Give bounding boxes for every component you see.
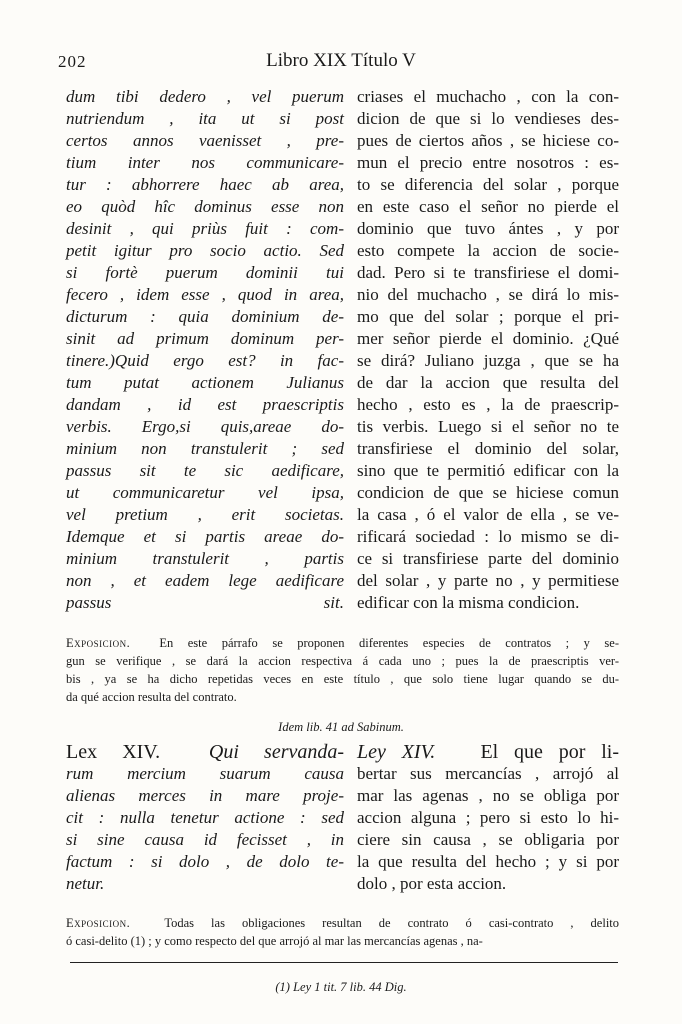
- spanish-line: mer señor pierde el dominio. ¿Qué: [357, 329, 619, 348]
- latin-line: passus sit.: [66, 593, 344, 612]
- exposicion-paragraph-1: [66, 634, 619, 706]
- latin-line: fecero , idem esse , quod in area,: [66, 285, 344, 304]
- latin-line: certos annos vaenisset , pre-: [66, 131, 344, 150]
- lex-line: alienas merces in mare proje-: [66, 786, 344, 805]
- exposicion-line: ó casi-delito (1) ; y como respecto del que arrojó al mar las mercancías agenas , na-: [66, 934, 483, 948]
- spanish-line: sino que te permitió edificar con la: [357, 461, 619, 480]
- spanish-line: to se diferencia del solar , porque: [357, 175, 619, 194]
- spanish-line: criases el muchacho , con la con-: [357, 87, 619, 106]
- spanish-line: hecho , esto es , la de praescrip-: [357, 395, 619, 414]
- spanish-line: del solar , y parte no , y permitiese: [357, 571, 619, 590]
- exposicion-label: Exposicion.: [66, 636, 131, 650]
- ley-xiv-spanish: [357, 741, 619, 895]
- latin-line: verbis. Ergo,si quis,areae do-: [66, 417, 344, 436]
- spanish-line: esto compete la accion de socie-: [357, 241, 619, 260]
- ley-line: dolo , por esta accion.: [357, 874, 507, 893]
- spanish-line: tis verbis. Luego si el señor no te: [357, 417, 619, 436]
- ley-line: bertar sus mercancías , arrojó al: [357, 764, 619, 783]
- lex-heading: Lex XIV.: [66, 741, 161, 763]
- source-citation: Idem lib. 41 ad Sabinum.: [278, 720, 404, 734]
- latin-line: non , et eadem lege aedificare: [66, 571, 344, 590]
- latin-line: si fortè puerum dominii tui: [66, 263, 344, 282]
- footnote-rule: [70, 962, 618, 963]
- ley-heading: Ley XIV.: [357, 741, 436, 763]
- latin-line: tur : abhorrere haec ab area,: [66, 175, 344, 194]
- exposicion-paragraph-2: [66, 914, 619, 950]
- latin-line: minium non transtulerit ; sed: [66, 439, 344, 458]
- exposicion-line: gun se verifique , se dará la accion respectiva á cada uno ; pues la de praescriptis ver-: [66, 654, 619, 668]
- latin-line: passus sit te sic aedificare,: [66, 461, 344, 480]
- spanish-line: en este caso el señor no pierde el: [357, 197, 619, 216]
- latin-line: dicturum : quia dominium de-: [66, 307, 344, 326]
- footnote: (1) Ley 1 tit. 7 lib. 44 Dig.: [275, 980, 407, 994]
- spanish-line: edificar con la misma condicion.: [357, 593, 580, 612]
- spanish-line: de dar la accion que resulta del: [357, 373, 619, 392]
- spanish-line: dominio que tuvo ántes , y por: [357, 219, 619, 238]
- ley-line: mar las agenas , no se obliga por: [357, 786, 619, 805]
- spanish-line: dicion de que si lo vendieses des-: [357, 109, 619, 128]
- latin-line: dum tibi dedero , vel puerum: [66, 87, 344, 106]
- latin-line: petit igitur pro socio actio. Sed: [66, 241, 344, 260]
- page-number: 202: [58, 52, 87, 71]
- latin-line: dandam , id est praescriptis: [66, 395, 344, 414]
- spanish-line: pues de ciertos años , se hiciese co-: [357, 131, 619, 150]
- running-head: Libro XIX Título V: [266, 50, 416, 71]
- lex-line: cit : nulla tenetur actione : sed: [66, 808, 344, 827]
- spanish-column: [357, 86, 619, 614]
- spanish-line: rificará sociedad : lo mismo se di-: [357, 527, 619, 546]
- ley-first-line: El que por li-: [480, 741, 619, 763]
- latin-line: desinit , qui priùs fuit : com-: [66, 219, 344, 238]
- spanish-line: dad. Pero si te transfiriese el domi-: [357, 263, 619, 282]
- lex-xiv-latin: [66, 741, 344, 895]
- exposicion-line: Todas las obligaciones resultan de contrato ó casi-contrato , delito: [164, 916, 620, 930]
- spanish-line: ce si transfiriese parte del dominio: [357, 549, 619, 568]
- spanish-line: la casa , ó el valor de ella , se ve-: [357, 505, 619, 524]
- spanish-line: nio del muchacho , se dirá lo mis-: [357, 285, 619, 304]
- latin-line: sinit ad primum dominum per-: [66, 329, 344, 348]
- exposicion-line: En este párrafo se proponen diferentes especies de contratos ; y se-: [159, 636, 620, 650]
- latin-line: nutriendum , ita ut si post: [66, 109, 344, 128]
- latin-line: minium transtulerit , partis: [66, 549, 344, 568]
- latin-line: Idemque et si partis areae do-: [66, 527, 344, 546]
- exposicion-line: da qué accion resulta del contrato.: [66, 690, 237, 704]
- exposicion-label: Exposicion.: [66, 916, 131, 930]
- latin-line: ut communicaretur vel ipsa,: [66, 483, 344, 502]
- latin-line: tium inter nos communicare-: [66, 153, 344, 172]
- latin-column: [66, 86, 344, 614]
- spanish-line: mo que del solar ; porque el pri-: [357, 307, 619, 326]
- latin-line: eo quòd hîc dominus esse non: [66, 197, 344, 216]
- ley-line: la que resulta del hecho ; y si por: [357, 852, 619, 871]
- latin-line: vel pretium , erit societas.: [66, 505, 344, 524]
- lex-first-line: Qui servanda-: [208, 741, 345, 763]
- spanish-line: transfiriese el dominio del solar,: [357, 439, 619, 458]
- latin-line: tinere.)Quid ergo est? in fac-: [66, 351, 344, 370]
- spanish-line: mun el precio entre nosotros : es-: [357, 153, 619, 172]
- spanish-line: se dirá? Juliano juzga , que se ha: [357, 351, 619, 370]
- ley-line: ciere sin causa , se obligaria por: [357, 830, 619, 849]
- lex-line: netur.: [66, 874, 105, 893]
- spanish-line: condicion de que se hiciese comun: [357, 483, 619, 502]
- lex-line: rum mercium suarum causa: [66, 764, 344, 783]
- exposicion-line: bis , ya se ha dicho repetidas veces en este título , que solo tiene lugar quando se du-: [66, 672, 619, 686]
- latin-line: tum putat actionem Julianus: [66, 373, 344, 392]
- ley-line: accion alguna ; pero si esto lo hi-: [357, 808, 619, 827]
- lex-line: factum : si dolo , de dolo te-: [66, 852, 344, 871]
- lex-line: si sine causa id fecisset , in: [66, 830, 344, 849]
